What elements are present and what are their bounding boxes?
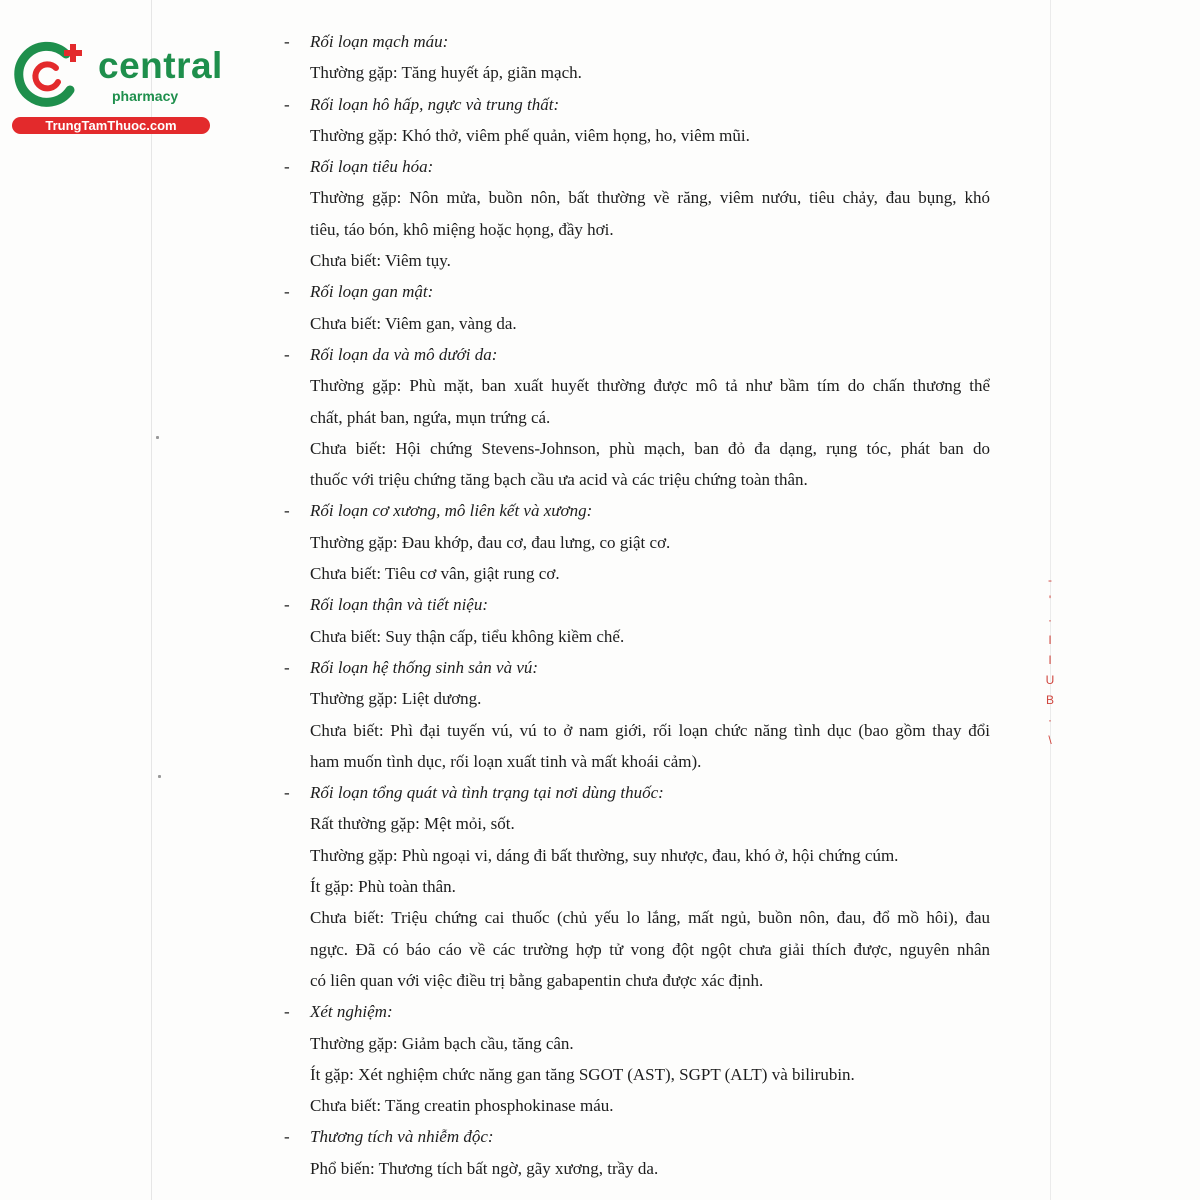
body-line: Thường gặp: Nôn mửa, buồn nôn, bất thường về răng, viêm nướu, tiêu chảy, đau bụng, khó: [310, 188, 990, 208]
bullet-dash: -: [284, 783, 290, 803]
scan-speck: [158, 775, 161, 778]
body-line: ham muốn tình dục, rối loạn xuất tinh và mất khoái cảm).: [310, 751, 702, 771]
section-heading-text: Rối loạn thận và tiết niệu:: [310, 595, 488, 615]
body-line: có liên quan với việc điều trị bằng gabapentin chưa được xác định.: [310, 970, 764, 990]
stamp-mark: I: [1048, 653, 1052, 667]
stamp-mark: \: [1048, 733, 1052, 747]
section-heading-text: Rối loạn tổng quát và tình trạng tại nơi dùng thuốc:: [310, 783, 664, 803]
bullet-dash: -: [284, 595, 290, 615]
document-body: [276, 26, 1006, 1184]
section-heading: [276, 777, 1006, 808]
section-heading-text: Thương tích và nhiễm độc:: [310, 1127, 494, 1147]
section-heading-text: Rối loạn mạch máu:: [310, 32, 449, 51]
body-line: Chưa biết: Tăng creatin phosphokinase máu.: [310, 1096, 614, 1116]
section-heading: [276, 1121, 1006, 1152]
body-line: Thường gặp: Phù mặt, ban xuất huyết thường được mô tả như bầm tím do chấn thương thể: [310, 376, 990, 396]
section-heading: [276, 996, 1006, 1027]
section-heading-text: Rối loạn da và mô dưới da:: [310, 344, 498, 364]
bullet-dash: -: [284, 657, 290, 677]
section-heading: [276, 26, 1006, 57]
bullet-dash: -: [284, 1002, 290, 1022]
bullet-dash: -: [284, 282, 290, 302]
section-heading-text: Rối loạn hệ thống sinh sản và vú:: [310, 657, 539, 677]
body-line: Rất thường gặp: Mệt mỏi, sốt.: [310, 814, 515, 834]
body-line: chất, phát ban, ngứa, mụn trứng cá.: [310, 407, 551, 427]
body-line: tiêu, táo bón, khô miệng hoặc họng, đầy hơi.: [310, 219, 614, 239]
bullet-dash: -: [284, 94, 290, 114]
body-line: Thường gặp: Giảm bạch cầu, tăng cân.: [310, 1033, 574, 1053]
body-line: Thường gặp: Tăng huyết áp, giãn mạch.: [310, 63, 582, 83]
section-heading: [276, 652, 1006, 683]
body-line: thuốc với triệu chứng tăng bạch cầu ưa acid và các triệu chứng toàn thân.: [310, 470, 808, 490]
scan-speck: [156, 436, 159, 439]
stamp-mark: ': [1048, 593, 1052, 607]
section-heading: [276, 151, 1006, 182]
body-line: Ít gặp: Xét nghiệm chức năng gan tăng SGOT (AST), SGPT (ALT) và bilirubin.: [310, 1064, 855, 1084]
body-line: Chưa biết: Hội chứng Stevens-Johnson, phù mạch, ban đỏ đa dạng, rụng tóc, phát ban do: [310, 438, 990, 458]
logo-name: central: [98, 45, 223, 86]
section-heading-text: Rối loạn cơ xương, mô liên kết và xương:: [310, 501, 593, 521]
central-pharmacy-logo: [12, 38, 223, 136]
section-heading-text: Xét nghiệm:: [310, 1002, 393, 1022]
section-heading: [276, 89, 1006, 120]
stamp-mark: ·: [1048, 613, 1052, 627]
section-heading: [276, 589, 1006, 620]
right-edge-stamp-marks: [1040, 570, 1060, 747]
body-line: Ít gặp: Phù toàn thân.: [310, 877, 456, 897]
logo-site-banner: TrungTamThuoc.com: [12, 117, 210, 134]
section-heading: [276, 339, 1006, 370]
stamp-mark: B: [1045, 693, 1054, 707]
body-line: Chưa biết: Suy thận cấp, tiểu không kiềm chế.: [310, 626, 625, 646]
body-line: Chưa biết: Triệu chứng cai thuốc (chủ yếu lo lắng, mất ngủ, buồn nôn, đau, đổ mồ hôi), đau: [310, 908, 990, 928]
body-line: Chưa biết: Phì đại tuyến vú, vú to ở nam giới, rối loạn chức năng tình dục (bao gồm thay đổi: [310, 720, 990, 740]
bullet-dash: -: [284, 1127, 290, 1147]
stamp-mark: U: [1045, 673, 1055, 687]
section-heading: [276, 276, 1006, 307]
body-line: Thường gặp: Khó thở, viêm phế quản, viêm họng, ho, viêm mũi.: [310, 125, 750, 145]
stamp-mark: -: [1048, 573, 1052, 587]
page-edge-left: [151, 0, 152, 1200]
section-heading-text: Rối loạn gan mật:: [310, 282, 434, 302]
section-heading-text: Rối loạn tiêu hóa:: [310, 157, 434, 177]
body-line: Thường gặp: Liệt dương.: [310, 689, 482, 709]
body-line: Chưa biết: Viêm gan, vàng da.: [310, 313, 517, 333]
bullet-dash: -: [284, 501, 290, 521]
bullet-dash: -: [284, 32, 290, 51]
central-logo-mark-icon: [12, 38, 92, 110]
section-heading: [276, 495, 1006, 526]
logo-subtitle: pharmacy: [112, 88, 179, 104]
section-heading-text: Rối loạn hô hấp, ngực và trung thất:: [310, 94, 560, 114]
bullet-dash: -: [284, 344, 290, 364]
stamp-mark: I: [1048, 633, 1052, 647]
body-line: ngực. Đã có báo cáo về các trường hợp tử vong đột ngột chưa giải thích được, nguyên nhân: [310, 939, 990, 959]
body-line: Phổ biến: Thương tích bất ngờ, gãy xương, trầy da.: [310, 1158, 659, 1178]
stamp-mark: ·: [1048, 713, 1052, 727]
body-line: Chưa biết: Viêm tụy.: [310, 251, 451, 271]
bullet-dash: -: [284, 157, 290, 177]
body-line: Thường gặp: Đau khớp, đau cơ, đau lưng, co giật cơ.: [310, 532, 671, 552]
body-line: Thường gặp: Phù ngoại vi, dáng đi bất thường, suy nhược, đau, khó ở, hội chứng cúm.: [310, 845, 899, 865]
body-line: Chưa biết: Tiêu cơ vân, giật rung cơ.: [310, 564, 560, 584]
